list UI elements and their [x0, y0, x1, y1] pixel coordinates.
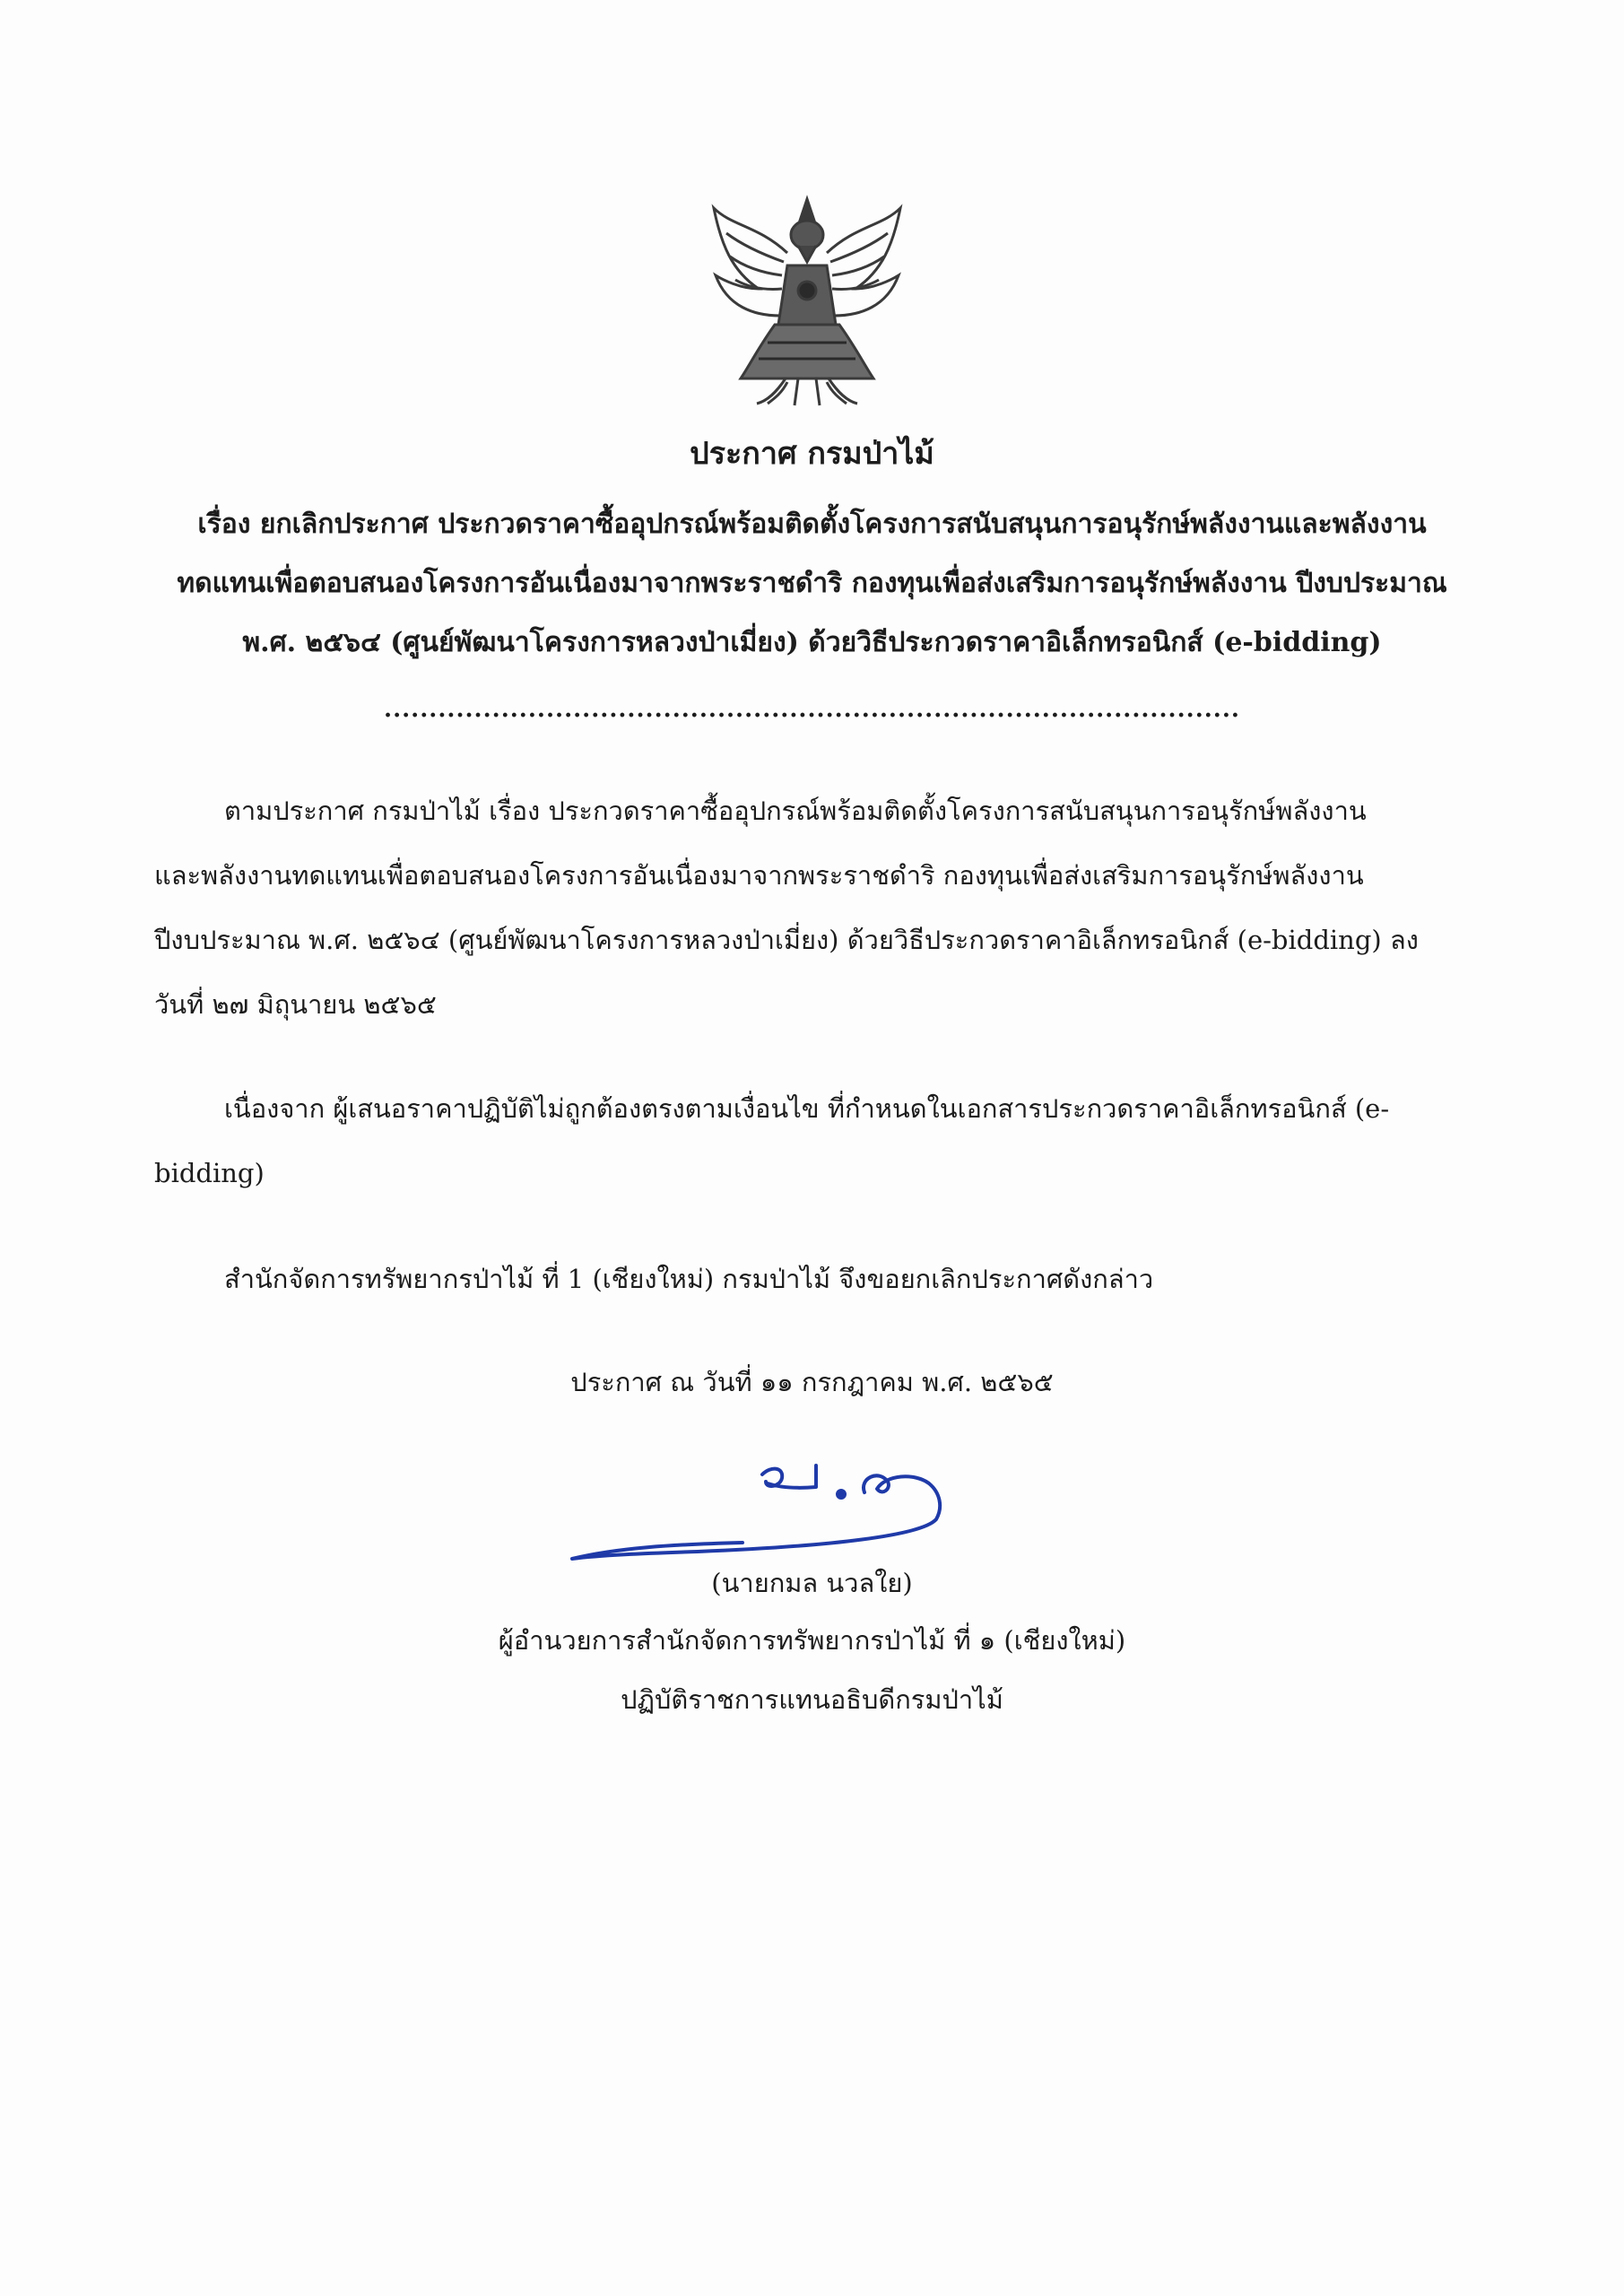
paragraph-reason [154, 1076, 1472, 1205]
signer-name: (นายกมล นวลใย) [711, 1568, 913, 1598]
paragraph-line: สำนักจัดการทรัพยากรป่าไม้ ที่ 1 (เชียงใหม่) กรมป่าไม้ จึงขอยกเลิกประกาศดังกล่าว [224, 1264, 1154, 1294]
subject-line: เรื่อง ยกเลิกประกาศ ประกวดราคาซื้ออุปกรณ์พร้อมติดตั้งโครงการสนับสนุนการอนุรักษ์พลังงานและพลังงาน [197, 509, 1427, 540]
paragraph-cancellation [154, 1247, 1472, 1311]
subject-line: พ.ศ. ๒๕๖๔ (ศูนย์พัฒนาโครงการหลวงป่าเมี่ยง) ด้วยวิธีประกวดราคาอิเล็กทรอนิกส์ (e-bidding) [242, 627, 1382, 658]
handwritten-signature [563, 1448, 994, 1564]
dotted-separator: ............................................................................................... [384, 696, 1240, 723]
paragraph-line: วันที่ ๒๗ มิถุนายน ๒๕๖๕ [154, 989, 437, 1020]
paragraph-line: เนื่องจาก ผู้เสนอราคาปฏิบัติไม่ถูกต้องตรงตามเงื่อนไข ที่กำหนดในเอกสารประกวดราคาอิเล็กทรอนิกส์ (e- [224, 1093, 1390, 1124]
paragraph-reference [154, 778, 1472, 1037]
announcement-title: ประกาศ กรมป่าไม้ [690, 436, 934, 472]
garuda-emblem-icon [705, 190, 909, 414]
subject-line: ทดแทนเพื่อตอบสนองโครงการอันเนื่องมาจากพระราชดำริ กองทุนเพื่อส่งเสริมการอนุรักษ์พลังงาน ปีงบประมาณ [177, 568, 1447, 599]
paragraph-line: และพลังงานทดแทนเพื่อตอบสนองโครงการอันเนื่องมาจากพระราชดำริ กองทุนเพื่อส่งเสริมการอนุรักษ์พลังงาน [154, 860, 1364, 891]
paragraph-line: ปีงบประมาณ พ.ศ. ๒๕๖๔ (ศูนย์พัฒนาโครงการหลวงป่าเมี่ยง) ด้วยวิธีประกวดราคาอิเล็กทรอนิกส์ (e-bidding) ลง [154, 925, 1419, 955]
signer-acting-title: ปฏิบัติราชการแทนอธิบดีกรมป่าไม้ [621, 1684, 1003, 1715]
paragraph-line: ตามประกาศ กรมป่าไม้ เรื่อง ประกวดราคาซื้ออุปกรณ์พร้อมติดตั้งโครงการสนับสนุนการอนุรักษ์พลังงาน [224, 796, 1367, 826]
paragraph-line: bidding) [154, 1158, 265, 1188]
announcement-date: ประกาศ ณ วันที่ ๑๑ กรกฎาคม พ.ศ. ๒๕๖๕ [570, 1367, 1054, 1397]
announcement-subject [135, 495, 1489, 673]
signer-position: ผู้อำนวยการสำนักจัดการทรัพยากรป่าไม้ ที่ ๑ (เชียงใหม่) [498, 1625, 1126, 1656]
